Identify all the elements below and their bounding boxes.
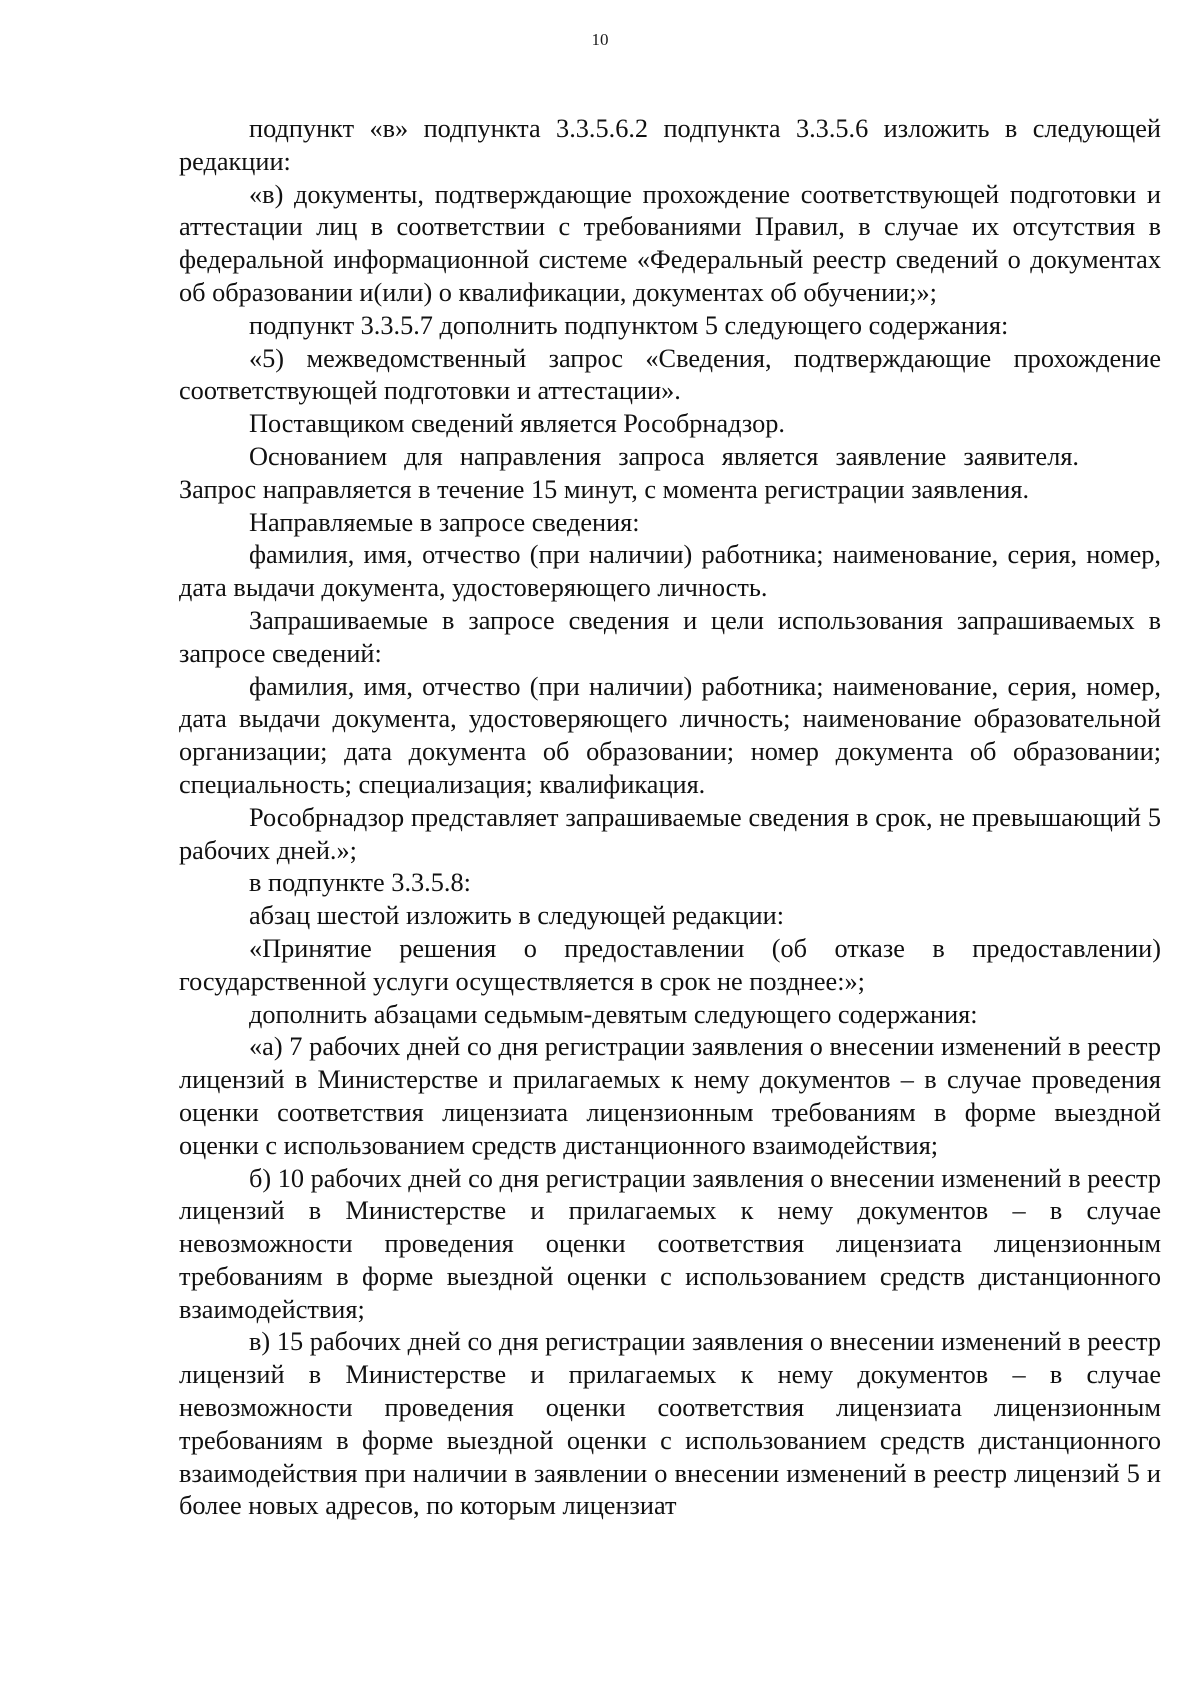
paragraph-requested-data-heading: Запрашиваемые в запросе сведения и цели использования запрашиваемых в запросе сведений: bbox=[179, 605, 1161, 668]
document-body bbox=[179, 113, 1161, 1523]
paragraph-amend-3-3-5-7: подпункт 3.3.5.7 дополнить подпунктом 5 следующего содержания: bbox=[249, 310, 1009, 340]
paragraph-item-v-documents: «в) документы, подтверждающие прохождение соответствующей подготовки и аттестации лиц в соответствии с требованиями Правил, в случае их отсутствия в федеральной информационной системе «Федеральный реестр сведений о документах об образовании и(или) о квалификации, документах об обучении;»; bbox=[179, 179, 1161, 307]
paragraph-sixth-abzac: абзац шестой изложить в следующей редакции: bbox=[249, 901, 785, 931]
paragraph-provider: Поставщиком сведений является Рособрнадзор. bbox=[249, 409, 785, 439]
paragraph-item-5-request: «5) межведомственный запрос «Сведения, подтверждающие прохождение соответствующей подготовки и аттестации». bbox=[179, 343, 1161, 406]
paragraph-response-term: Рособрнадзор представляет запрашиваемые сведения в срок, не превышающий 5 рабочих дней.»; bbox=[179, 802, 1161, 865]
paragraph-item-v: в) 15 рабочих дней со дня регистрации заявления о внесении изменений в реестр лицензий в Министерстве и прилагаемых к нему документов – в случае невозможности проведения оценки соответствия лицензиата лицензионным требованиям в форме выездной оценки с использованием средств дистанционного взаимодействия при наличии в заявлении о внесении изменений в реестр лицензий 5 и более новых адресов, по которым лицензиат bbox=[179, 1327, 1161, 1521]
paragraph-add-abzacs: дополнить абзацами седьмым-девятым следующего содержания: bbox=[249, 999, 978, 1029]
paragraph-sent-data-heading: Направляемые в запросе сведения: bbox=[249, 507, 640, 537]
paragraph-subitem-3-3-5-8: в подпункте 3.3.5.8: bbox=[249, 868, 471, 898]
paragraph-sent-data: фамилия, имя, отчество (при наличии) работника; наименование, серия, номер, дата выдачи документа, удостоверяющего личность. bbox=[179, 540, 1161, 603]
page-number: 10 bbox=[591, 30, 609, 49]
paragraph-decision-term: «Принятие решения о предоставлении (об отказе в предоставлении) государственной услуги осуществляется в срок не позднее:»; bbox=[179, 933, 1161, 996]
paragraph-item-b: б) 10 рабочих дней со дня регистрации заявления о внесении изменений в реестр лицензий в Министерстве и прилагаемых к нему документов – в случае невозможности проведения оценки соответствия лицензиата лицензионным требованиям в форме выездной оценки с использованием средств дистанционного взаимодействия; bbox=[179, 1163, 1161, 1324]
paragraph-amend-subitem-v: подпункт «в» подпункта 3.3.5.6.2 подпункта 3.3.5.6 изложить в следующей редакции: bbox=[179, 114, 1161, 176]
paragraph-item-a: «а) 7 рабочих дней со дня регистрации заявления о внесении изменений в реестр лицензий в Министерстве и прилагаемых к нему документов – в случае проведения оценки соответствия лицензиата лицензионным требованиям в форме выездной оценки с использованием средств дистанционного взаимодействия; bbox=[179, 1032, 1161, 1160]
paragraph-request-basis: Основанием для направления запроса является заявление заявителя. Запрос направляется в течение 15 минут, с момента регистрации заявления. bbox=[179, 441, 1079, 504]
paragraph-requested-data: фамилия, имя, отчество (при наличии) работника; наименование, серия, номер, дата выдачи документа, удостоверяющего личность; наименование образовательной организации; дата документа об образовании; номер документа об образовании; специальность; специализация; квалификация. bbox=[179, 671, 1161, 799]
